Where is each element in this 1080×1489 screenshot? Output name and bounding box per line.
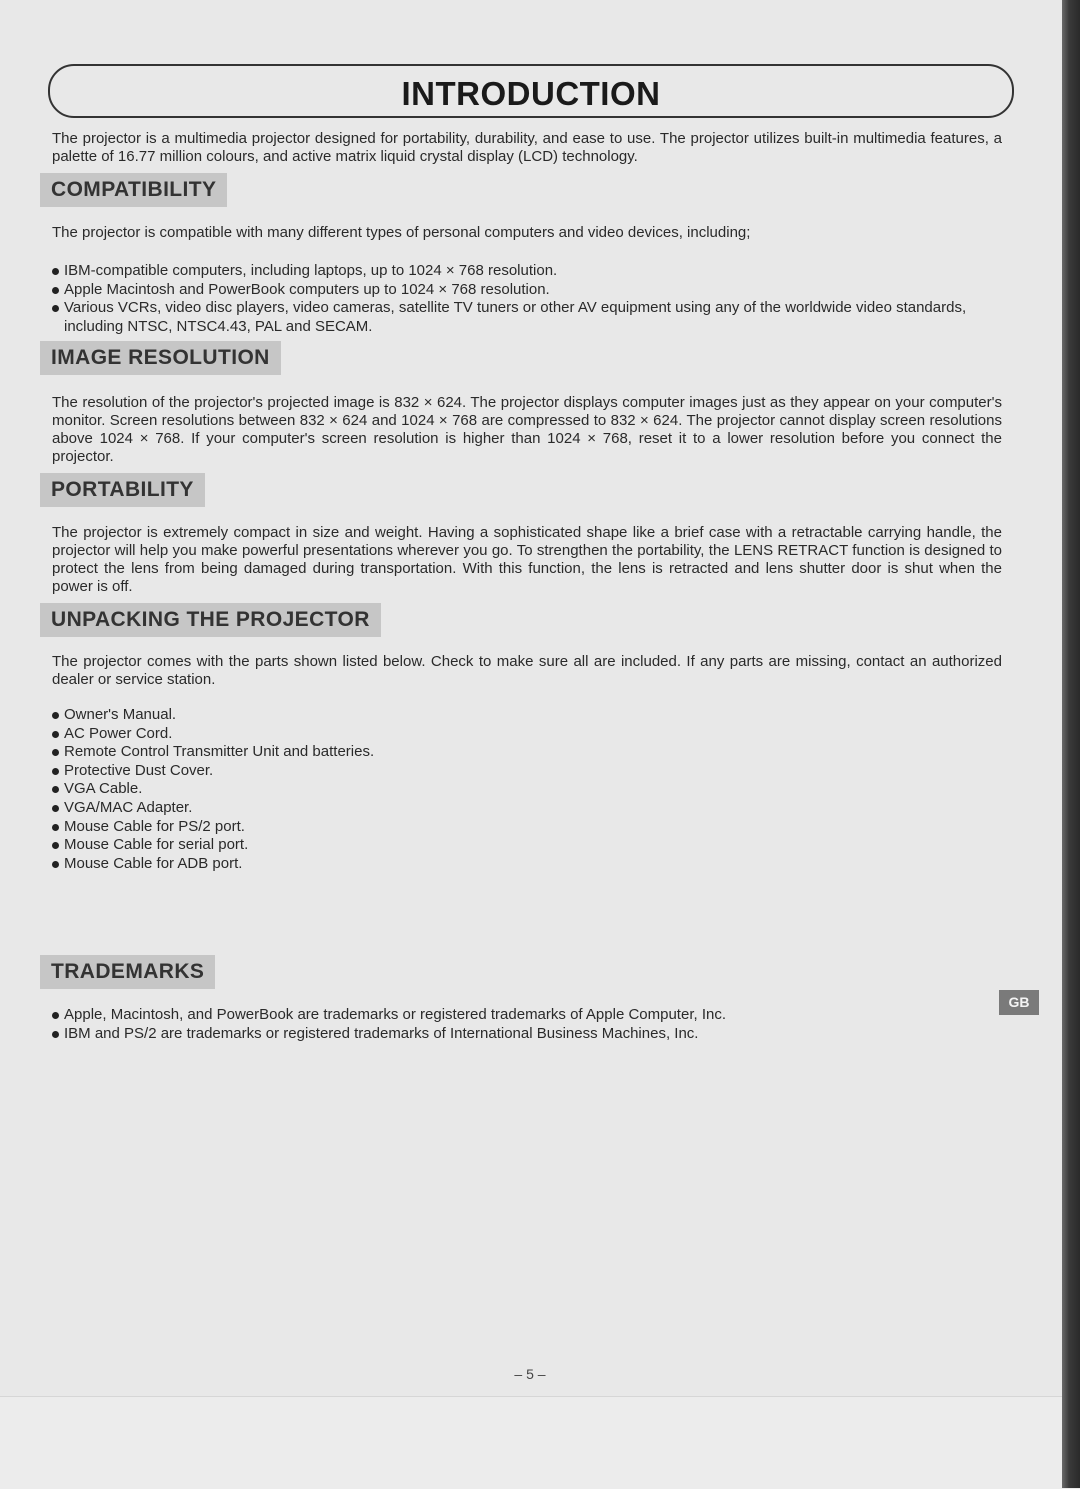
list-item: Various VCRs, video disc players, video cameras, satellite TV tuners or other AV equipment using any of the worldwide video standards, including NTSC, NTSC4.43, PAL and SECAM. <box>52 299 1002 336</box>
page-number: – 5 – <box>514 1366 546 1382</box>
compatibility-heading: COMPATIBILITY <box>40 173 227 207</box>
list-item: IBM and PS/2 are trademarks or registered trademarks of International Business Machines, Inc. <box>52 1025 1002 1044</box>
list-item: Owner's Manual. <box>52 706 1002 725</box>
trademarks-heading: TRADEMARKS <box>40 955 215 989</box>
list-item: Apple, Macintosh, and PowerBook are trademarks or registered trademarks of Apple Computer, Inc. <box>52 1006 1002 1025</box>
list-item: Remote Control Transmitter Unit and batteries. <box>52 743 1002 762</box>
title-frame <box>48 64 1014 118</box>
compatibility-list <box>52 262 1002 336</box>
list-item: VGA/MAC Adapter. <box>52 799 1002 818</box>
unpacking-paragraph: The projector comes with the parts shown listed below. Check to make sure all are included. If any parts are missing, contact an authorized dealer or service station. <box>52 653 1002 688</box>
page-title: INTRODUCTION <box>401 75 661 112</box>
intro-paragraph: The projector is a multimedia projector designed for portability, durability, and ease to use. The projector utilizes built-in multimedia features, a palette of 16.77 million colours, and active matrix liquid crystal display (LCD) technology. <box>52 130 1002 165</box>
list-item: Mouse Cable for ADB port. <box>52 855 1002 874</box>
image-resolution-heading: IMAGE RESOLUTION <box>40 341 281 375</box>
unpacking-list <box>52 706 1002 873</box>
trademarks-list <box>52 1006 1002 1043</box>
unpacking-heading: UNPACKING THE PROJECTOR <box>40 603 381 637</box>
list-item: Protective Dust Cover. <box>52 762 1002 781</box>
list-item: AC Power Cord. <box>52 725 1002 744</box>
list-item: Mouse Cable for serial port. <box>52 836 1002 855</box>
page-edge-shadow <box>1062 0 1080 1488</box>
list-item: Apple Macintosh and PowerBook computers up to 1024 × 768 resolution. <box>52 281 1002 300</box>
portability-paragraph: The projector is extremely compact in size and weight. Having a sophisticated shape like a brief case with a retractable carrying handle, the projector will help you make powerful presentations wherever you go. To strengthen the portability, the LENS RETRACT function is designed to protect the lens from being damaged during transportation. With this function, the lens is retracted and lens shutter door is shut when the power is off. <box>52 524 1002 595</box>
portability-heading: PORTABILITY <box>40 473 205 507</box>
page-bottom-margin <box>0 1396 1062 1489</box>
compatibility-paragraph: The projector is compatible with many different types of personal computers and video devices, including; <box>52 224 751 241</box>
list-item: Mouse Cable for PS/2 port. <box>52 818 1002 837</box>
language-tab: GB <box>999 990 1039 1015</box>
image-resolution-paragraph: The resolution of the projector's projected image is 832 × 624. The projector displays computer images just as they appear on your computer's monitor. Screen resolutions between 832 × 624 and 1024 × 768 are compressed to 832 × 624. The projector cannot display screen resolutions above 1024 × 768. If your computer's screen resolution is higher than 1024 × 768, reset it to a lower resolution before you connect the projector. <box>52 394 1002 465</box>
list-item: IBM-compatible computers, including laptops, up to 1024 × 768 resolution. <box>52 262 1002 281</box>
list-item: VGA Cable. <box>52 780 1002 799</box>
